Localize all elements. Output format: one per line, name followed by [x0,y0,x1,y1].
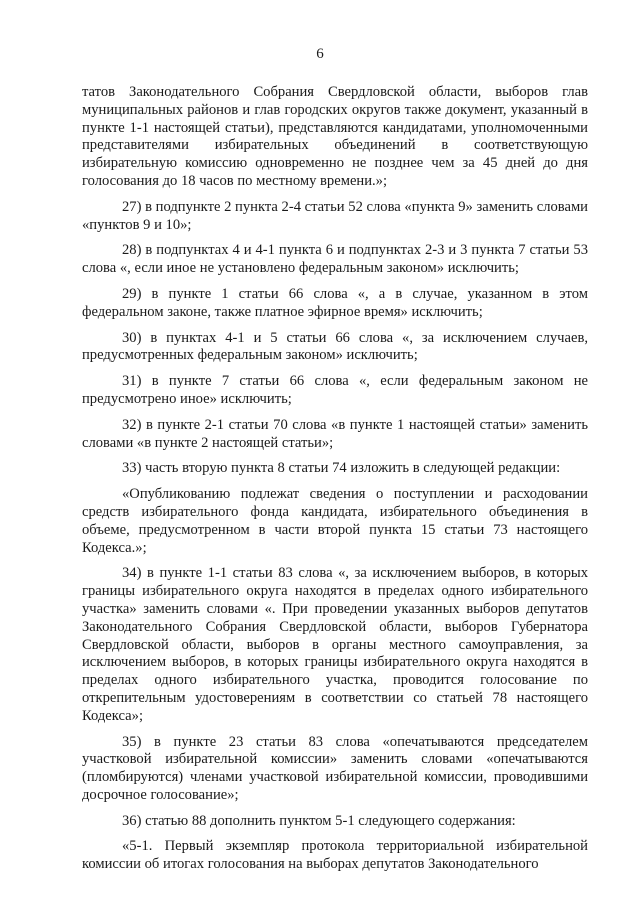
paragraph-item-29: 29) в пункте 1 статьи 66 слова «, а в случае, указанном в этом федеральном законе, также платное эфирное время» исключить; [82,285,588,320]
paragraph-item-33: 33) часть вторую пункта 8 статьи 74 изложить в следующей редакции: [122,460,561,477]
paragraph-item-35: 35) в пункте 23 статьи 83 слова «опечатываются председателем участковой избирательной комиссии» заменить словами «опечатываются (пломбируются) членами участковой избирательной комиссии, проводившими досрочное голосование»; [82,733,588,803]
paragraph-quote-33: «Опубликованию подлежат сведения о поступлении и расходовании средств избирательного фонда кандидата, избирательного объединения в объеме, предусмотренном в части второй пункта 15 статьи 73 настоящего Кодекса.»; [82,486,588,556]
paragraph-item-30: 30) в пунктах 4-1 и 5 статьи 66 слова «, за исключением случаев, предусмотренных федеральным законом» исключить; [82,329,588,364]
document-body [82,84,588,882]
paragraph-item-36: 36) статью 88 дополнить пунктом 5-1 следующего содержания: [122,812,516,829]
paragraph-item-34: 34) в пункте 1-1 статьи 83 слова «, за исключением выборов, в которых границы избирательного округа находятся в пределах одного избирательного участка» заменить словами «. При проведении указанных выборов депутатов Законодательного Собрания Свердловской области, выборов Губернатора Свердловской области, выборов в органы местного самоуправления, за исключением выборов, в которых границы избирательного округа находятся в пределах одного избирательного участка, проводится голосование по открепительным удостоверениям в соответствии со статьей 78 настоящего Кодекса»; [82,565,588,724]
paragraph-continuation: татов Законодательного Собрания Свердловской области, выборов глав муниципальных районов и глав городских округов также документ, указанный в пункте 1-1 настоящей статьи), представляются кандидатами, уполномоченными представителями избирательных объединений в соответствующую избирательную комиссию одновременно не позднее чем за 45 дней до дня голосования до 18 часов по местному времени.»; [82,84,588,189]
page-number: 6 [316,46,324,62]
paragraph-item-32: 32) в пункте 2-1 статьи 70 слова «в пункте 1 настоящей статьи» заменить словами «в пункте 2 настоящей статьи»; [82,416,588,451]
paragraph-item-27: 27) в подпункте 2 пункта 2-4 статьи 52 слова «пункта 9» заменить словами «пунктов 9 и 10»; [82,198,588,233]
paragraph-quote-36: «5-1. Первый экземпляр протокола территориальной избирательной комиссии об итогах голосования на выборах депутатов Законодательного [82,838,588,873]
paragraph-item-28: 28) в подпунктах 4 и 4-1 пункта 6 и подпунктах 2-3 и 3 пункта 7 статьи 53 слова «, если иное не установлено федеральным законом» исключить; [82,242,588,277]
paragraph-item-31: 31) в пункте 7 статьи 66 слова «, если федеральным законом не предусмотрено иное» исключить; [82,373,588,407]
